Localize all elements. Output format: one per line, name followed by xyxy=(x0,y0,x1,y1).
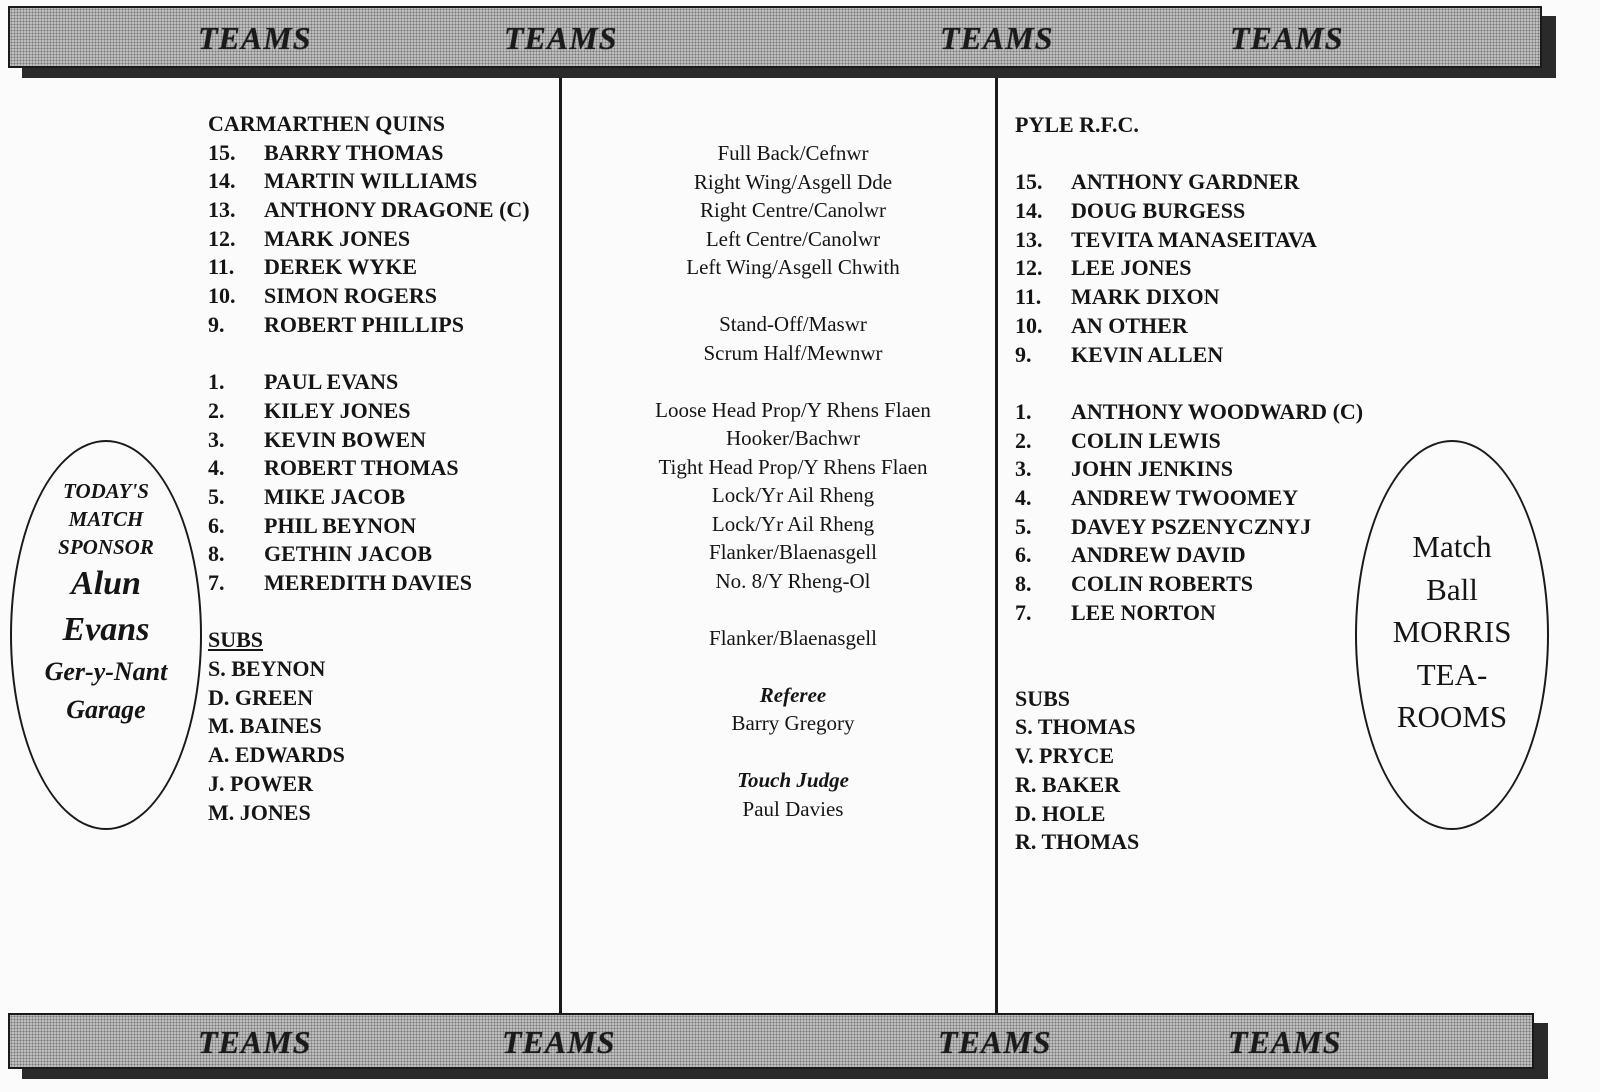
away-team-name: PYLE R.F.C. xyxy=(1015,112,1139,137)
player-name: DOUG BURGESS xyxy=(1071,198,1246,224)
banner-label: TEAMS xyxy=(198,1024,312,1060)
sponsor-name: Evans xyxy=(62,611,150,648)
player-name: SIMON ROGERS xyxy=(264,283,437,309)
shirt-number: 5. xyxy=(1015,513,1032,539)
player-row xyxy=(1015,513,1363,542)
player-row xyxy=(208,196,530,225)
player-name: MEREDITH DAVIES xyxy=(264,570,473,595)
player-row xyxy=(208,282,530,311)
player-row xyxy=(208,167,530,196)
player-name: ANDREW DAVID xyxy=(1071,542,1246,568)
player-row xyxy=(1015,398,1363,427)
player-name: MARK DIXON xyxy=(1071,284,1220,310)
sub-player: A. EDWARDS xyxy=(208,742,345,768)
player-row xyxy=(1015,254,1363,283)
position-label: Scrum Half/Mewnwr xyxy=(703,340,883,365)
sponsor-line: TODAY'S xyxy=(63,479,149,503)
player-name: MARK JONES xyxy=(264,225,411,251)
sub-player: M. BAINES xyxy=(208,713,322,739)
shirt-number: 10. xyxy=(1015,312,1043,338)
match-ball-line: Ball xyxy=(1426,571,1478,607)
shirt-number: 9. xyxy=(208,311,225,337)
position-label: Flanker/Blaenasgell xyxy=(709,625,877,650)
shirt-number: 15. xyxy=(208,139,236,165)
position-label: Full Back/Cefnwr xyxy=(717,141,869,165)
sub-player: D. GREEN xyxy=(208,684,314,710)
position-label: Flanker/Blaenasgell xyxy=(709,540,877,564)
referee-label: Referee xyxy=(759,682,827,707)
shirt-number: 13. xyxy=(208,197,236,223)
position-label: Loose Head Prop/Y Rhens Flaen xyxy=(655,397,931,422)
shirt-number: 15. xyxy=(1015,169,1043,195)
shirt-number: 7. xyxy=(1015,599,1032,625)
player-name: LEE JONES xyxy=(1071,255,1192,281)
player-name: TEVITA MANASEITAVA xyxy=(1071,226,1317,252)
sub-player: J. POWER xyxy=(208,770,314,796)
match-ball-line: TEA- xyxy=(1416,656,1488,692)
position-label: Hooker/Bachwr xyxy=(725,426,861,450)
player-name: KEVIN ALLEN xyxy=(1071,341,1224,367)
subs-heading: SUBS xyxy=(1015,685,1071,711)
match-ball-oval xyxy=(1355,440,1549,830)
player-row xyxy=(208,368,530,397)
banner-label: TEAMS xyxy=(198,20,312,56)
position-label: Right Centre/Canolwr xyxy=(699,198,887,222)
shirt-number: 3. xyxy=(1015,456,1032,482)
shirt-number: 12. xyxy=(208,225,236,251)
shirt-number: 14. xyxy=(1015,198,1043,224)
sub-player: M. JONES xyxy=(208,799,311,825)
banner-label: TEAMS xyxy=(504,20,618,56)
player-name: AN OTHER xyxy=(1071,312,1188,338)
shirt-number: 4. xyxy=(1015,484,1032,510)
player-row xyxy=(1015,197,1363,226)
player-name: DEREK WYKE xyxy=(264,254,418,280)
player-row xyxy=(1015,168,1363,197)
player-row xyxy=(208,569,530,598)
banner-label: TEAMS xyxy=(940,20,1054,56)
player-name: ANTHONY DRAGONE (C) xyxy=(264,197,530,223)
position-label: Left Centre/Canolwr xyxy=(705,226,881,251)
home-team-name: CARMARTHEN QUINS xyxy=(208,111,445,136)
player-row xyxy=(1015,570,1363,599)
player-name: JOHN JENKINS xyxy=(1071,456,1233,482)
player-name: MARTIN WILLIAMS xyxy=(264,168,478,194)
player-name: PAUL EVANS xyxy=(264,369,399,395)
player-row xyxy=(208,483,530,512)
player-row xyxy=(1015,312,1363,341)
banner-label: TEAMS xyxy=(1228,1024,1342,1060)
shirt-number: 11. xyxy=(208,254,235,280)
sponsor-name: Alun xyxy=(71,565,141,602)
player-row xyxy=(208,139,530,168)
player-row xyxy=(1015,541,1363,570)
match-ball-line: Match xyxy=(1412,529,1492,564)
shirt-number: 5. xyxy=(208,483,225,509)
player-name: COLIN LEWIS xyxy=(1071,427,1221,453)
position-label: Tight Head Prop/Y Rhens Flaen xyxy=(658,454,928,479)
shirt-number: 10. xyxy=(208,283,236,309)
player-name: ROBERT PHILLIPS xyxy=(264,311,464,337)
match-ball-line: ROOMS xyxy=(1396,699,1508,734)
sponsor-line: SPONSOR xyxy=(58,535,154,559)
player-name: ANTHONY GARDNER xyxy=(1071,169,1300,195)
sub-player: S. THOMAS xyxy=(1015,714,1136,740)
home-team-list xyxy=(208,110,530,827)
sponsor-place: Garage xyxy=(66,695,146,724)
shirt-number: 1. xyxy=(208,369,225,395)
shirt-number: 2. xyxy=(1015,427,1032,453)
player-row xyxy=(208,454,530,483)
player-name: GETHIN JACOB xyxy=(264,541,433,567)
player-row xyxy=(208,540,530,569)
player-name: MIKE JACOB xyxy=(264,483,406,509)
player-row xyxy=(208,397,530,426)
player-name: KILEY JONES xyxy=(264,397,411,423)
shirt-number: 14. xyxy=(208,168,236,194)
shirt-number: 1. xyxy=(1015,398,1032,424)
sub-player: V. PRYCE xyxy=(1015,743,1115,769)
player-name: ROBERT THOMAS xyxy=(264,455,459,481)
positions-list xyxy=(578,139,1008,823)
position-label: No. 8/Y Rheng-Ol xyxy=(715,568,871,593)
position-label: Lock/Yr Ail Rheng xyxy=(711,483,875,507)
touch-judge-label: Touch Judge xyxy=(737,768,849,792)
top-banner xyxy=(8,6,1542,68)
shirt-number: 13. xyxy=(1015,226,1043,252)
position-label: Right Wing/Asgell Dde xyxy=(693,169,893,194)
sub-player: D. HOLE xyxy=(1015,800,1106,826)
banner-label: TEAMS xyxy=(938,1024,1052,1060)
player-name: PHIL BEYNON xyxy=(264,512,417,538)
player-name: ANDREW TWOOMEY xyxy=(1071,484,1299,510)
player-row xyxy=(1015,484,1363,513)
player-name: COLIN ROBERTS xyxy=(1071,571,1253,596)
match-sponsor-oval xyxy=(10,440,202,830)
position-label: Left Wing/Asgell Chwith xyxy=(686,255,900,279)
shirt-number: 7. xyxy=(208,570,225,595)
player-row xyxy=(1015,427,1363,456)
player-row xyxy=(208,426,530,455)
player-name: KEVIN BOWEN xyxy=(264,426,426,452)
touch-judge-name: Paul Davies xyxy=(742,796,844,821)
sub-player: R. THOMAS xyxy=(1015,829,1140,855)
player-row xyxy=(1015,599,1363,628)
position-label: Lock/Yr Ail Rheng xyxy=(711,511,875,536)
player-row xyxy=(1015,226,1363,255)
shirt-number: 12. xyxy=(1015,255,1043,281)
player-row xyxy=(208,253,530,282)
subs-heading: SUBS xyxy=(208,627,264,653)
away-team-list xyxy=(1015,111,1363,857)
referee-name: Barry Gregory xyxy=(731,711,855,735)
player-row xyxy=(1015,341,1363,370)
shirt-number: 2. xyxy=(208,397,225,423)
player-row xyxy=(208,311,530,340)
sub-player: S. BEYNON xyxy=(208,656,326,682)
sponsor-line: MATCH xyxy=(68,507,144,531)
bottom-banner xyxy=(8,1013,1534,1069)
sub-player: R. BAKER xyxy=(1015,771,1121,797)
shirt-number: 3. xyxy=(208,426,225,452)
shirt-number: 8. xyxy=(208,541,225,567)
sponsor-place: Ger-y-Nant xyxy=(44,657,168,686)
column-divider xyxy=(559,78,562,1013)
player-row xyxy=(208,225,530,254)
position-label: Stand-Off/Maswr xyxy=(719,312,867,336)
player-name: BARRY THOMAS xyxy=(264,139,444,165)
player-row xyxy=(1015,455,1363,484)
shirt-number: 6. xyxy=(208,512,225,538)
shirt-number: 4. xyxy=(208,455,225,481)
shirt-number: 9. xyxy=(1015,341,1032,367)
player-name: DAVEY PSZENYCZNYJ xyxy=(1071,513,1312,539)
player-name: LEE NORTON xyxy=(1071,599,1216,625)
player-name: ANTHONY WOODWARD (C) xyxy=(1071,398,1364,424)
banner-label: TEAMS xyxy=(502,1024,616,1060)
shirt-number: 6. xyxy=(1015,542,1032,568)
banner-label: TEAMS xyxy=(1230,20,1344,56)
shirt-number: 8. xyxy=(1015,571,1032,596)
player-row xyxy=(208,512,530,541)
shirt-number: 11. xyxy=(1015,284,1042,310)
match-ball-line: MORRIS xyxy=(1392,614,1512,649)
player-row xyxy=(1015,283,1363,312)
